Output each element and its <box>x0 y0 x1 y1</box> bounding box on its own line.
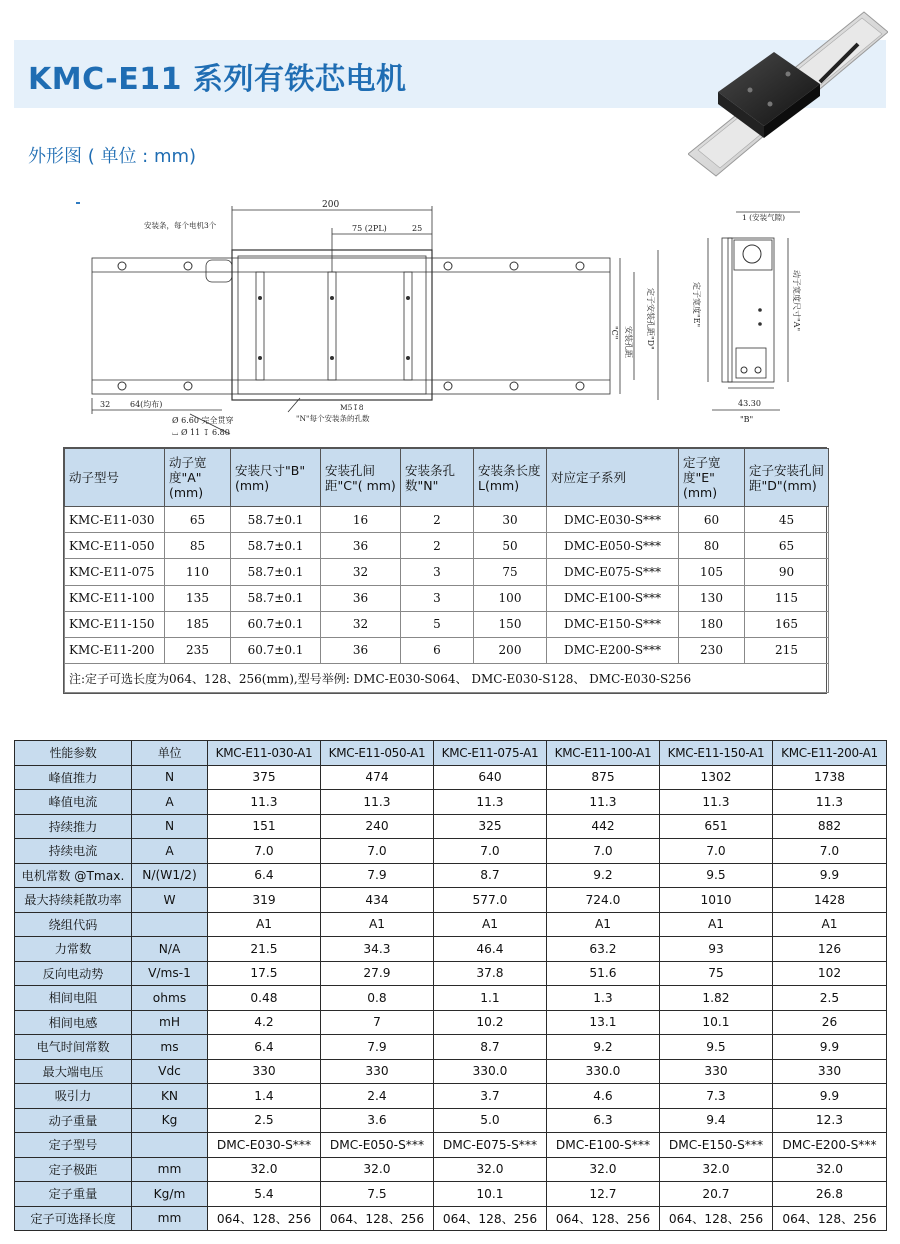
spec-table-cell: 105 <box>679 559 745 585</box>
spec-table-cell: 80 <box>679 533 745 559</box>
performance-header-row <box>15 741 887 766</box>
parameter-value: 064、128、256 <box>321 1206 434 1231</box>
parameter-value: 064、128、256 <box>547 1206 660 1231</box>
page-title: KMC-E11 系列有铁芯电机 <box>28 62 407 97</box>
parameter-name: 电机常数 @Tmax. <box>15 863 132 888</box>
spec-table-cell: 185 <box>165 611 231 637</box>
parameter-value: 064、128、256 <box>208 1206 321 1231</box>
spec-table-row <box>65 611 829 637</box>
parameter-value: 32.0 <box>434 1157 547 1182</box>
spec-table-row <box>65 637 829 663</box>
spec-table-cell: 6 <box>401 637 474 663</box>
spec-table-cell: 60.7±0.1 <box>231 637 321 663</box>
parameter-value: 2.5 <box>773 986 887 1011</box>
spec-table-cell: 110 <box>165 559 231 585</box>
spec-table-cell: KMC-E11-150 <box>65 611 165 637</box>
dim-75-label: 75 (2PL) <box>352 224 387 233</box>
parameter-value: 10.2 <box>434 1010 547 1035</box>
spec-table-cell: 3 <box>401 585 474 611</box>
spec-table-cell: DMC-E200-S*** <box>547 637 679 663</box>
spec-table-cell: KMC-E11-200 <box>65 637 165 663</box>
spec-table-cell: 65 <box>165 507 231 533</box>
spec-header-row <box>65 449 829 507</box>
parameter-value: 126 <box>773 937 887 962</box>
parameter-unit: A <box>132 839 208 864</box>
parameter-value: 37.8 <box>434 961 547 986</box>
parameter-value: 7.3 <box>660 1084 773 1109</box>
parameter-value: A1 <box>660 912 773 937</box>
parameter-value: 32.0 <box>547 1157 660 1182</box>
parameter-unit: mm <box>132 1206 208 1231</box>
spec-table-cell: 150 <box>474 611 547 637</box>
parameter-value: 4.6 <box>547 1084 660 1109</box>
parameter-name: 峰值电流 <box>15 790 132 815</box>
mount-pitch-label: 安装孔距 <box>624 326 633 358</box>
parameter-value: 9.5 <box>660 863 773 888</box>
parameter-value: 1010 <box>660 888 773 913</box>
spec-table-cell: 32 <box>321 559 401 585</box>
dim-25-label: 25 <box>412 224 423 233</box>
parameter-value: 21.5 <box>208 937 321 962</box>
performance-row <box>15 790 887 815</box>
parameter-value: 330 <box>773 1059 887 1084</box>
spec-header-cell: 动子型号 <box>65 449 165 507</box>
performance-table <box>14 740 886 1231</box>
parameter-value: 064、128、256 <box>773 1206 887 1231</box>
parameter-value: 8.7 <box>434 1035 547 1060</box>
performance-row <box>15 1035 887 1060</box>
parameter-value: 11.3 <box>208 790 321 815</box>
spec-table-cell: 215 <box>745 637 829 663</box>
spec-table-cell: 58.7±0.1 <box>231 507 321 533</box>
spec-table-cell: 5 <box>401 611 474 637</box>
spec-table-cell: 165 <box>745 611 829 637</box>
parameter-value: 7.9 <box>321 1035 434 1060</box>
performance-row <box>15 863 887 888</box>
dim-64-label: 64(均布) <box>130 400 163 409</box>
parameter-value: 875 <box>547 765 660 790</box>
spec-table-cell: 200 <box>474 637 547 663</box>
parameter-value: 26 <box>773 1010 887 1035</box>
parameter-value: 1.3 <box>547 986 660 1011</box>
performance-header-cell: KMC-E11-075-A1 <box>434 741 547 766</box>
parameter-value: 577.0 <box>434 888 547 913</box>
parameter-unit <box>132 1133 208 1158</box>
parameter-value: 434 <box>321 888 434 913</box>
parameter-value: 9.2 <box>547 1035 660 1060</box>
spec-header-cell: 安装条孔数"N" <box>401 449 474 507</box>
parameter-value: DMC-E200-S*** <box>773 1133 887 1158</box>
parameter-unit: KN <box>132 1084 208 1109</box>
spec-table-cell: 45 <box>745 507 829 533</box>
parameter-value: 5.0 <box>434 1108 547 1133</box>
spec-table-cell: 32 <box>321 611 401 637</box>
performance-row <box>15 1010 887 1035</box>
performance-header-cell: 单位 <box>132 741 208 766</box>
parameter-name: 相间电感 <box>15 1010 132 1035</box>
product-photo <box>688 4 888 182</box>
spec-table-row <box>65 559 829 585</box>
parameter-name: 吸引力 <box>15 1084 132 1109</box>
parameter-value: 9.5 <box>660 1035 773 1060</box>
parameter-value: 27.9 <box>321 961 434 986</box>
parameter-value: 3.6 <box>321 1108 434 1133</box>
parameter-value: A1 <box>208 912 321 937</box>
page-subtitle: 外形图 ( 单位 : mm) <box>28 146 197 167</box>
parameter-name: 定子型号 <box>15 1133 132 1158</box>
parameter-value: A1 <box>773 912 887 937</box>
parameter-value: 9.2 <box>547 863 660 888</box>
parameter-value: 442 <box>547 814 660 839</box>
parameter-name: 力常数 <box>15 937 132 962</box>
spec-table-row <box>65 533 829 559</box>
performance-row <box>15 1157 887 1182</box>
performance-row <box>15 937 887 962</box>
parameter-value: 7.0 <box>434 839 547 864</box>
parameter-value: 6.3 <box>547 1108 660 1133</box>
parameter-name: 持续推力 <box>15 814 132 839</box>
spec-table-cell: 36 <box>321 585 401 611</box>
performance-header-cell: KMC-E11-200-A1 <box>773 741 887 766</box>
spec-table-cell: 60.7±0.1 <box>231 611 321 637</box>
spec-table-cell: DMC-E150-S*** <box>547 611 679 637</box>
parameter-value: 7.0 <box>773 839 887 864</box>
a-label: 动子宽度尺寸"A" <box>792 270 801 332</box>
parameter-value: 46.4 <box>434 937 547 962</box>
spec-header-cell: 安装孔间距"C"( mm) <box>321 449 401 507</box>
spec-note: 注:定子可选长度为064、128、256(mm),型号举例: DMC-E030-S064、 DMC-E030-S128、 DMC-E030-S256 <box>65 664 829 693</box>
thread-label: M5↧8 <box>340 403 364 412</box>
parameter-value: 330.0 <box>547 1059 660 1084</box>
spec-table-cell: 65 <box>745 533 829 559</box>
performance-header-cell: KMC-E11-150-A1 <box>660 741 773 766</box>
parameter-value: 32.0 <box>773 1157 887 1182</box>
spec-table-cell: 60 <box>679 507 745 533</box>
parameter-value: 240 <box>321 814 434 839</box>
parameter-value: 9.9 <box>773 1084 887 1109</box>
parameter-unit: mH <box>132 1010 208 1035</box>
performance-row <box>15 961 887 986</box>
spec-table-cell: DMC-E050-S*** <box>547 533 679 559</box>
performance-row <box>15 765 887 790</box>
parameter-value: 1.4 <box>208 1084 321 1109</box>
b-label: "B" <box>740 415 754 424</box>
spec-table-cell: 115 <box>745 585 829 611</box>
spec-table-cell: DMC-E030-S*** <box>547 507 679 533</box>
spec-table-cell: 2 <box>401 533 474 559</box>
performance-row <box>15 1108 887 1133</box>
spec-table-row <box>65 585 829 611</box>
spec-header-cell: 安装条长度L(mm) <box>474 449 547 507</box>
parameter-value: 064、128、256 <box>660 1206 773 1231</box>
parameter-value: 7.9 <box>321 863 434 888</box>
performance-header-cell: KMC-E11-050-A1 <box>321 741 434 766</box>
spec-table-cell: 230 <box>679 637 745 663</box>
spec-note-row <box>65 664 829 693</box>
parameter-value: 325 <box>434 814 547 839</box>
parameter-value: 474 <box>321 765 434 790</box>
parameter-value: 375 <box>208 765 321 790</box>
parameter-value: 330 <box>660 1059 773 1084</box>
parameter-value: DMC-E150-S*** <box>660 1133 773 1158</box>
dim-4330-label: 43.30 <box>738 399 761 408</box>
parameter-value: 10.1 <box>660 1010 773 1035</box>
spec-table-cell: 30 <box>474 507 547 533</box>
spec-table-cell: 75 <box>474 559 547 585</box>
hole-counterbore-label: ⌴ Ø 11 ↧ 6.80 <box>172 428 230 437</box>
parameter-value: 10.1 <box>434 1182 547 1207</box>
parameter-value: 17.5 <box>208 961 321 986</box>
parameter-name: 相间电阻 <box>15 986 132 1011</box>
performance-row <box>15 912 887 937</box>
spec-table-cell: KMC-E11-030 <box>65 507 165 533</box>
parameter-unit: N <box>132 765 208 790</box>
spec-table-cell: 85 <box>165 533 231 559</box>
parameter-value: DMC-E030-S*** <box>208 1133 321 1158</box>
parameter-name: 电气时间常数 <box>15 1035 132 1060</box>
parameter-value: 5.4 <box>208 1182 321 1207</box>
dimension-drawing <box>60 198 840 446</box>
spec-header-cell: 安装尺寸"B"(mm) <box>231 449 321 507</box>
spec-table-cell: 58.7±0.1 <box>231 559 321 585</box>
performance-header-cell: KMC-E11-030-A1 <box>208 741 321 766</box>
d-label: 定子安装孔距"D" <box>646 288 655 350</box>
spec-table-cell: 2 <box>401 507 474 533</box>
performance-row <box>15 986 887 1011</box>
parameter-value: 6.4 <box>208 863 321 888</box>
spec-table-cell: DMC-E075-S*** <box>547 559 679 585</box>
e-label: 定子宽度"E" <box>692 282 701 328</box>
parameter-value: 8.7 <box>434 863 547 888</box>
performance-row <box>15 888 887 913</box>
parameter-value: A1 <box>434 912 547 937</box>
parameter-unit: Kg/m <box>132 1182 208 1207</box>
parameter-value: 93 <box>660 937 773 962</box>
parameter-value: 1.1 <box>434 986 547 1011</box>
parameter-unit: Kg <box>132 1108 208 1133</box>
spec-table-cell: 135 <box>165 585 231 611</box>
air-gap-label: 1 (安装气隙) <box>742 213 786 222</box>
parameter-value: 34.3 <box>321 937 434 962</box>
parameter-unit: N <box>132 814 208 839</box>
parameter-value: A1 <box>547 912 660 937</box>
spec-table-cell: 3 <box>401 559 474 585</box>
parameter-value: 9.4 <box>660 1108 773 1133</box>
performance-row <box>15 814 887 839</box>
parameter-value: 7.0 <box>660 839 773 864</box>
parameter-value: 11.3 <box>434 790 547 815</box>
parameter-name: 定子极距 <box>15 1157 132 1182</box>
parameter-name: 持续电流 <box>15 839 132 864</box>
parameter-value: 3.7 <box>434 1084 547 1109</box>
parameter-value: 1738 <box>773 765 887 790</box>
spec-header-cell: 对应定子系列 <box>547 449 679 507</box>
spec-table-cell: 180 <box>679 611 745 637</box>
spec-table <box>63 447 827 694</box>
parameter-value: 26.8 <box>773 1182 887 1207</box>
parameter-name: 定子可选择长度 <box>15 1206 132 1231</box>
spec-table-cell: 58.7±0.1 <box>231 533 321 559</box>
performance-row <box>15 1206 887 1231</box>
parameter-unit: W <box>132 888 208 913</box>
parameter-value: 20.7 <box>660 1182 773 1207</box>
parameter-value: 7 <box>321 1010 434 1035</box>
parameter-value: 6.4 <box>208 1035 321 1060</box>
screw-note-label: 安装条，每个电机3个 <box>144 221 217 230</box>
parameter-value: 9.9 <box>773 1035 887 1060</box>
parameter-value: 319 <box>208 888 321 913</box>
parameter-name: 最大端电压 <box>15 1059 132 1084</box>
parameter-value: 11.3 <box>773 790 887 815</box>
parameter-value: 0.8 <box>321 986 434 1011</box>
parameter-value: 064、128、256 <box>434 1206 547 1231</box>
parameter-name: 动子重量 <box>15 1108 132 1133</box>
spec-table-cell: 16 <box>321 507 401 533</box>
parameter-name: 定子重量 <box>15 1182 132 1207</box>
parameter-unit: ohms <box>132 986 208 1011</box>
parameter-value: 11.3 <box>660 790 773 815</box>
parameter-unit: N/A <box>132 937 208 962</box>
parameter-value: DMC-E075-S*** <box>434 1133 547 1158</box>
parameter-value: 1428 <box>773 888 887 913</box>
parameter-value: A1 <box>321 912 434 937</box>
parameter-value: 7.0 <box>547 839 660 864</box>
parameter-value: 640 <box>434 765 547 790</box>
parameter-unit: mm <box>132 1157 208 1182</box>
parameter-value: 12.7 <box>547 1182 660 1207</box>
performance-row <box>15 839 887 864</box>
parameter-unit: N/(W1/2) <box>132 863 208 888</box>
spec-table-cell: KMC-E11-075 <box>65 559 165 585</box>
parameter-value: 330 <box>321 1059 434 1084</box>
parameter-value: 151 <box>208 814 321 839</box>
parameter-name: 最大持续耗散功率 <box>15 888 132 913</box>
parameter-value: 1302 <box>660 765 773 790</box>
spec-table-cell: 130 <box>679 585 745 611</box>
parameter-value: 32.0 <box>321 1157 434 1182</box>
parameter-value: DMC-E100-S*** <box>547 1133 660 1158</box>
parameter-value: 651 <box>660 814 773 839</box>
parameter-value: 51.6 <box>547 961 660 986</box>
parameter-value: 7.0 <box>208 839 321 864</box>
parameter-value: 32.0 <box>660 1157 773 1182</box>
parameter-value: DMC-E050-S*** <box>321 1133 434 1158</box>
parameter-value: 32.0 <box>208 1157 321 1182</box>
spec-table-cell: 100 <box>474 585 547 611</box>
parameter-unit: ms <box>132 1035 208 1060</box>
performance-row <box>15 1084 887 1109</box>
spec-header-cell: 定子宽度"E"(mm) <box>679 449 745 507</box>
spec-table-cell: 58.7±0.1 <box>231 585 321 611</box>
spec-table-cell: 50 <box>474 533 547 559</box>
spec-table-cell: 36 <box>321 637 401 663</box>
parameter-unit: Vdc <box>132 1059 208 1084</box>
c-label: "C" <box>610 326 619 340</box>
performance-row <box>15 1059 887 1084</box>
parameter-value: 330 <box>208 1059 321 1084</box>
parameter-value: 9.9 <box>773 863 887 888</box>
spec-header-cell: 动子宽度"A"(mm) <box>165 449 231 507</box>
n-note-label: "N"每个安装条的孔数 <box>296 414 370 423</box>
parameter-value: 882 <box>773 814 887 839</box>
parameter-value: 724.0 <box>547 888 660 913</box>
parameter-value: 4.2 <box>208 1010 321 1035</box>
parameter-value: 11.3 <box>547 790 660 815</box>
parameter-value: 63.2 <box>547 937 660 962</box>
spec-table-cell: 90 <box>745 559 829 585</box>
spec-table-cell: KMC-E11-050 <box>65 533 165 559</box>
parameter-value: 7.5 <box>321 1182 434 1207</box>
parameter-value: 12.3 <box>773 1108 887 1133</box>
spec-header-cell: 定子安装孔间距"D"(mm) <box>745 449 829 507</box>
spec-table-cell: 235 <box>165 637 231 663</box>
parameter-value: 330.0 <box>434 1059 547 1084</box>
dim-32-label: 32 <box>100 400 111 409</box>
spec-table-cell: DMC-E100-S*** <box>547 585 679 611</box>
performance-row <box>15 1133 887 1158</box>
performance-header-cell: KMC-E11-100-A1 <box>547 741 660 766</box>
performance-row <box>15 1182 887 1207</box>
parameter-value: 13.1 <box>547 1010 660 1035</box>
dim-200-label: 200 <box>322 200 340 210</box>
hole-through-label: Ø 6.60 完全贯穿 <box>172 416 234 425</box>
spec-table-row <box>65 507 829 533</box>
parameter-name: 反向电动势 <box>15 961 132 986</box>
parameter-value: 7.0 <box>321 839 434 864</box>
parameter-value: 75 <box>660 961 773 986</box>
parameter-unit: V/ms-1 <box>132 961 208 986</box>
parameter-value: 2.5 <box>208 1108 321 1133</box>
spec-table-cell: KMC-E11-100 <box>65 585 165 611</box>
parameter-name: 峰值推力 <box>15 765 132 790</box>
parameter-value: 11.3 <box>321 790 434 815</box>
parameter-unit: A <box>132 790 208 815</box>
performance-header-cell: 性能参数 <box>15 741 132 766</box>
spec-table-cell: 36 <box>321 533 401 559</box>
parameter-name: 绕组代码 <box>15 912 132 937</box>
parameter-value: 0.48 <box>208 986 321 1011</box>
parameter-value: 1.82 <box>660 986 773 1011</box>
parameter-unit <box>132 912 208 937</box>
parameter-value: 102 <box>773 961 887 986</box>
parameter-value: 2.4 <box>321 1084 434 1109</box>
